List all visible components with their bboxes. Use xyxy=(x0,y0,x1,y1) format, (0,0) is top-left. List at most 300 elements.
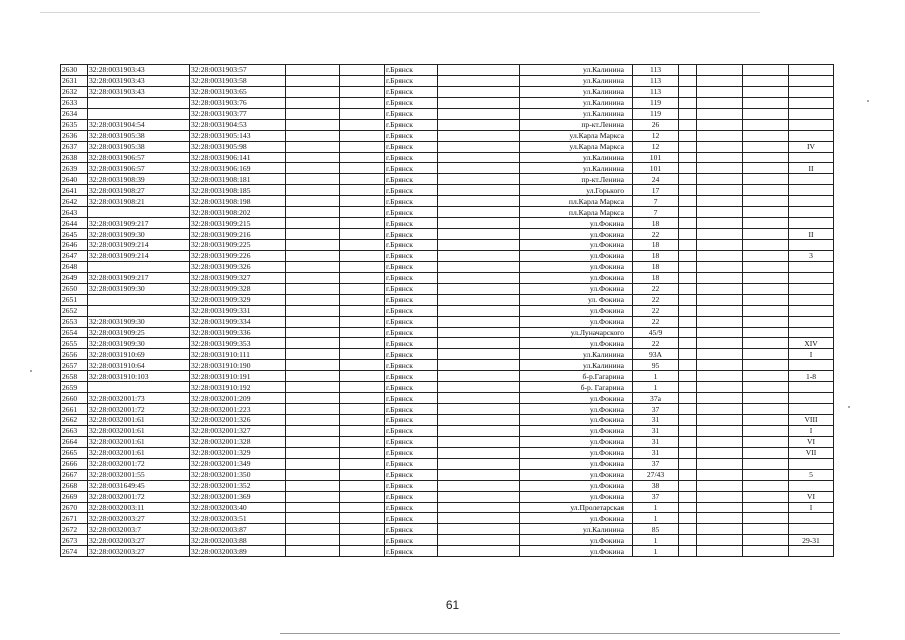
object-cadastral-number-cell: 32:28:0031910:192 xyxy=(190,382,286,393)
empty-cell xyxy=(286,502,340,513)
row-number-cell: 2660 xyxy=(61,393,88,404)
row-number-cell: 2674 xyxy=(61,546,88,557)
premises-number-cell: VI xyxy=(789,491,834,502)
table-row xyxy=(61,535,834,546)
street-cell: ул. Фокина xyxy=(520,294,633,305)
empty-cell xyxy=(697,458,743,469)
empty-cell xyxy=(438,119,520,130)
empty-cell xyxy=(340,480,385,491)
object-cadastral-number-cell: 32:28:0031909:328 xyxy=(190,283,286,294)
object-cadastral-number-cell: 32:28:0031906:169 xyxy=(190,163,286,174)
city-cell: г.Брянск xyxy=(385,316,438,327)
row-number-cell: 2636 xyxy=(61,130,88,141)
empty-cell xyxy=(286,425,340,436)
street-cell: ул.Фокина xyxy=(520,546,633,557)
house-number-cell: 1 xyxy=(633,546,679,557)
empty-cell xyxy=(697,119,743,130)
street-cell: ул.Калинина xyxy=(520,360,633,371)
empty-cell xyxy=(697,250,743,261)
empty-cell xyxy=(340,524,385,535)
empty-cell xyxy=(679,163,697,174)
parcel-cadastral-number-cell: 32:28:0032001:55 xyxy=(88,469,190,480)
empty-cell xyxy=(340,261,385,272)
house-number-cell: 31 xyxy=(633,415,679,426)
city-cell: г.Брянск xyxy=(385,294,438,305)
empty-cell xyxy=(286,524,340,535)
premises-number-cell xyxy=(789,305,834,316)
city-cell: г.Брянск xyxy=(385,502,438,513)
row-number-cell: 2631 xyxy=(61,75,88,86)
empty-cell xyxy=(340,272,385,283)
premises-number-cell xyxy=(789,316,834,327)
empty-cell xyxy=(743,75,789,86)
empty-cell xyxy=(438,513,520,524)
empty-cell xyxy=(743,185,789,196)
empty-cell xyxy=(679,97,697,108)
empty-cell xyxy=(286,152,340,163)
object-cadastral-number-cell: 32:28:0031909:226 xyxy=(190,250,286,261)
empty-cell xyxy=(286,535,340,546)
parcel-cadastral-number-cell: 32:28:0032001:72 xyxy=(88,491,190,502)
object-cadastral-number-cell: 32:28:0031910:190 xyxy=(190,360,286,371)
empty-cell xyxy=(697,240,743,251)
street-cell: ул.Фокина xyxy=(520,425,633,436)
row-number-cell: 2666 xyxy=(61,458,88,469)
empty-cell xyxy=(679,141,697,152)
premises-number-cell: II xyxy=(789,163,834,174)
city-cell: г.Брянск xyxy=(385,86,438,97)
premises-number-cell xyxy=(789,294,834,305)
empty-cell xyxy=(697,415,743,426)
premises-number-cell: IV xyxy=(789,141,834,152)
empty-cell xyxy=(340,338,385,349)
parcel-cadastral-number-cell: 32:28:0031909:30 xyxy=(88,283,190,294)
empty-cell xyxy=(743,283,789,294)
city-cell: г.Брянск xyxy=(385,524,438,535)
empty-cell xyxy=(697,86,743,97)
empty-cell xyxy=(679,425,697,436)
empty-cell xyxy=(679,338,697,349)
empty-cell xyxy=(286,513,340,524)
street-cell: пл.Карла Маркса xyxy=(520,207,633,218)
house-number-cell: 31 xyxy=(633,447,679,458)
city-cell: г.Брянск xyxy=(385,425,438,436)
premises-number-cell xyxy=(789,119,834,130)
object-cadastral-number-cell: 32:28:0031904:53 xyxy=(190,119,286,130)
empty-cell xyxy=(743,86,789,97)
city-cell: г.Брянск xyxy=(385,283,438,294)
house-number-cell: 85 xyxy=(633,524,679,535)
empty-cell xyxy=(679,250,697,261)
street-cell: ул.Фокина xyxy=(520,305,633,316)
street-cell: ул.Фокина xyxy=(520,535,633,546)
house-number-cell: 12 xyxy=(633,130,679,141)
street-cell: ул.Фокина xyxy=(520,458,633,469)
premises-number-cell xyxy=(789,152,834,163)
table-row xyxy=(61,283,834,294)
city-cell: г.Брянск xyxy=(385,218,438,229)
table-row xyxy=(61,86,834,97)
empty-cell xyxy=(743,404,789,415)
row-number-cell: 2639 xyxy=(61,163,88,174)
empty-cell xyxy=(438,491,520,502)
street-cell: ул.Калинина xyxy=(520,86,633,97)
empty-cell xyxy=(286,196,340,207)
premises-number-cell xyxy=(789,327,834,338)
table-row xyxy=(61,196,834,207)
parcel-cadastral-number-cell: 32:28:0031905:38 xyxy=(88,141,190,152)
empty-cell xyxy=(340,305,385,316)
parcel-cadastral-number-cell: 32:28:0031904:54 xyxy=(88,119,190,130)
city-cell: г.Брянск xyxy=(385,207,438,218)
empty-cell xyxy=(340,294,385,305)
table-row xyxy=(61,207,834,218)
empty-cell xyxy=(697,338,743,349)
empty-cell xyxy=(438,261,520,272)
parcel-cadastral-number-cell: 32:28:0032001:61 xyxy=(88,436,190,447)
row-number-cell: 2649 xyxy=(61,272,88,283)
empty-cell xyxy=(340,371,385,382)
house-number-cell: 22 xyxy=(633,338,679,349)
row-number-cell: 2652 xyxy=(61,305,88,316)
empty-cell xyxy=(679,404,697,415)
parcel-cadastral-number-cell xyxy=(88,261,190,272)
empty-cell xyxy=(438,480,520,491)
empty-cell xyxy=(438,272,520,283)
empty-cell xyxy=(697,207,743,218)
object-cadastral-number-cell: 32:28:0031905:143 xyxy=(190,130,286,141)
empty-cell xyxy=(438,86,520,97)
scan-speck xyxy=(867,100,869,102)
empty-cell xyxy=(286,404,340,415)
empty-cell xyxy=(679,119,697,130)
empty-cell xyxy=(679,305,697,316)
empty-cell xyxy=(340,535,385,546)
empty-cell xyxy=(697,229,743,240)
street-cell: ул.Пролетарская xyxy=(520,502,633,513)
empty-cell xyxy=(743,250,789,261)
empty-cell xyxy=(743,119,789,130)
empty-cell xyxy=(679,447,697,458)
empty-cell xyxy=(340,283,385,294)
house-number-cell: 22 xyxy=(633,283,679,294)
empty-cell xyxy=(743,327,789,338)
parcel-cadastral-number-cell: 32:28:0031909:214 xyxy=(88,250,190,261)
empty-cell xyxy=(743,272,789,283)
empty-cell xyxy=(340,250,385,261)
street-cell: ул.Калинина xyxy=(520,75,633,86)
empty-cell xyxy=(340,65,385,76)
street-cell: ул.Фокина xyxy=(520,261,633,272)
object-cadastral-number-cell: 32:28:0032001:223 xyxy=(190,404,286,415)
empty-cell xyxy=(438,163,520,174)
empty-cell xyxy=(340,130,385,141)
empty-cell xyxy=(438,108,520,119)
empty-cell xyxy=(438,283,520,294)
empty-cell xyxy=(340,502,385,513)
row-number-cell: 2668 xyxy=(61,480,88,491)
city-cell: г.Брянск xyxy=(385,163,438,174)
empty-cell xyxy=(340,382,385,393)
empty-cell xyxy=(286,75,340,86)
table-row xyxy=(61,447,834,458)
house-number-cell: 37 xyxy=(633,404,679,415)
street-cell: ул.Фокина xyxy=(520,283,633,294)
empty-cell xyxy=(679,415,697,426)
premises-number-cell: II xyxy=(789,229,834,240)
parcel-cadastral-number-cell xyxy=(88,294,190,305)
empty-cell xyxy=(743,502,789,513)
empty-cell xyxy=(340,207,385,218)
row-number-cell: 2635 xyxy=(61,119,88,130)
house-number-cell: 18 xyxy=(633,240,679,251)
empty-cell xyxy=(679,218,697,229)
street-cell: ул.Калинина xyxy=(520,163,633,174)
parcel-cadastral-number-cell: 32:28:0031908:21 xyxy=(88,196,190,207)
city-cell: г.Брянск xyxy=(385,371,438,382)
scan-line-top xyxy=(40,12,760,13)
empty-cell xyxy=(438,196,520,207)
empty-cell xyxy=(340,327,385,338)
empty-cell xyxy=(743,261,789,272)
street-cell: ул.Горького xyxy=(520,185,633,196)
premises-number-cell xyxy=(789,480,834,491)
object-cadastral-number-cell: 32:28:0031909:329 xyxy=(190,294,286,305)
empty-cell xyxy=(340,316,385,327)
empty-cell xyxy=(743,108,789,119)
object-cadastral-number-cell: 32:28:0031909:216 xyxy=(190,229,286,240)
street-cell: ул.Фокина xyxy=(520,469,633,480)
city-cell: г.Брянск xyxy=(385,546,438,557)
empty-cell xyxy=(743,469,789,480)
cadastral-register-table xyxy=(60,64,834,557)
empty-cell xyxy=(286,458,340,469)
street-cell: ул.Калинина xyxy=(520,108,633,119)
house-number-cell: 1 xyxy=(633,513,679,524)
city-cell: г.Брянск xyxy=(385,458,438,469)
street-cell: ул.Калинина xyxy=(520,349,633,360)
table-row xyxy=(61,338,834,349)
street-cell: ул.Калинина xyxy=(520,97,633,108)
empty-cell xyxy=(679,65,697,76)
empty-cell xyxy=(438,65,520,76)
house-number-cell: 1 xyxy=(633,371,679,382)
house-number-cell: 37а xyxy=(633,393,679,404)
empty-cell xyxy=(743,425,789,436)
row-number-cell: 2657 xyxy=(61,360,88,371)
table-row xyxy=(61,491,834,502)
object-cadastral-number-cell: 32:28:0032001:352 xyxy=(190,480,286,491)
premises-number-cell: 5 xyxy=(789,469,834,480)
empty-cell xyxy=(743,535,789,546)
empty-cell xyxy=(286,546,340,557)
object-cadastral-number-cell: 32:28:0031903:58 xyxy=(190,75,286,86)
house-number-cell: 37 xyxy=(633,458,679,469)
premises-number-cell xyxy=(789,404,834,415)
city-cell: г.Брянск xyxy=(385,185,438,196)
empty-cell xyxy=(340,163,385,174)
house-number-cell: 119 xyxy=(633,108,679,119)
house-number-cell: 45/9 xyxy=(633,327,679,338)
empty-cell xyxy=(679,480,697,491)
parcel-cadastral-number-cell xyxy=(88,305,190,316)
object-cadastral-number-cell: 32:28:0031910:191 xyxy=(190,371,286,382)
house-number-cell: 18 xyxy=(633,218,679,229)
parcel-cadastral-number-cell: 32:28:0032003:27 xyxy=(88,535,190,546)
city-cell: г.Брянск xyxy=(385,119,438,130)
empty-cell xyxy=(697,305,743,316)
empty-cell xyxy=(743,415,789,426)
house-number-cell: 27/43 xyxy=(633,469,679,480)
empty-cell xyxy=(438,404,520,415)
empty-cell xyxy=(340,360,385,371)
city-cell: г.Брянск xyxy=(385,229,438,240)
empty-cell xyxy=(743,218,789,229)
premises-number-cell xyxy=(789,393,834,404)
object-cadastral-number-cell: 32:28:0031909:215 xyxy=(190,218,286,229)
empty-cell xyxy=(438,535,520,546)
city-cell: г.Брянск xyxy=(385,250,438,261)
street-cell: ул.Фокина xyxy=(520,480,633,491)
house-number-cell: 101 xyxy=(633,152,679,163)
empty-cell xyxy=(286,240,340,251)
table-row xyxy=(61,404,834,415)
empty-cell xyxy=(679,229,697,240)
parcel-cadastral-number-cell: 32:28:0032003:7 xyxy=(88,524,190,535)
empty-cell xyxy=(286,119,340,130)
empty-cell xyxy=(286,469,340,480)
empty-cell xyxy=(679,436,697,447)
city-cell: г.Брянск xyxy=(385,141,438,152)
premises-number-cell xyxy=(789,458,834,469)
premises-number-cell: XIV xyxy=(789,338,834,349)
empty-cell xyxy=(340,415,385,426)
empty-cell xyxy=(438,294,520,305)
street-cell: ул.Фокина xyxy=(520,415,633,426)
parcel-cadastral-number-cell: 32:28:0031909:217 xyxy=(88,218,190,229)
scan-speck xyxy=(848,406,850,408)
house-number-cell: 1 xyxy=(633,502,679,513)
city-cell: г.Брянск xyxy=(385,415,438,426)
parcel-cadastral-number-cell xyxy=(88,108,190,119)
premises-number-cell xyxy=(789,130,834,141)
empty-cell xyxy=(340,349,385,360)
parcel-cadastral-number-cell: 32:28:0031909:217 xyxy=(88,272,190,283)
city-cell: г.Брянск xyxy=(385,305,438,316)
object-cadastral-number-cell: 32:28:0031903:76 xyxy=(190,97,286,108)
empty-cell xyxy=(697,469,743,480)
empty-cell xyxy=(743,65,789,76)
empty-cell xyxy=(679,360,697,371)
empty-cell xyxy=(438,174,520,185)
row-number-cell: 2647 xyxy=(61,250,88,261)
empty-cell xyxy=(743,524,789,535)
premises-number-cell xyxy=(789,207,834,218)
empty-cell xyxy=(286,382,340,393)
empty-cell xyxy=(697,174,743,185)
table-row xyxy=(61,272,834,283)
empty-cell xyxy=(286,371,340,382)
empty-cell xyxy=(340,447,385,458)
empty-cell xyxy=(697,218,743,229)
row-number-cell: 2641 xyxy=(61,185,88,196)
empty-cell xyxy=(679,316,697,327)
house-number-cell: 93А xyxy=(633,349,679,360)
city-cell: г.Брянск xyxy=(385,65,438,76)
parcel-cadastral-number-cell: 32:28:0031909:30 xyxy=(88,229,190,240)
house-number-cell: 113 xyxy=(633,86,679,97)
empty-cell xyxy=(438,360,520,371)
empty-cell xyxy=(743,163,789,174)
table-row xyxy=(61,250,834,261)
empty-cell xyxy=(286,261,340,272)
empty-cell xyxy=(679,327,697,338)
empty-cell xyxy=(438,458,520,469)
row-number-cell: 2630 xyxy=(61,65,88,76)
empty-cell xyxy=(286,327,340,338)
object-cadastral-number-cell: 32:28:0032001:209 xyxy=(190,393,286,404)
house-number-cell: 31 xyxy=(633,425,679,436)
object-cadastral-number-cell: 32:28:0032001:328 xyxy=(190,436,286,447)
house-number-cell: 7 xyxy=(633,196,679,207)
empty-cell xyxy=(340,108,385,119)
row-number-cell: 2663 xyxy=(61,425,88,436)
empty-cell xyxy=(438,305,520,316)
row-number-cell: 2672 xyxy=(61,524,88,535)
object-cadastral-number-cell: 32:28:0032001:349 xyxy=(190,458,286,469)
empty-cell xyxy=(743,371,789,382)
table-row xyxy=(61,436,834,447)
empty-cell xyxy=(438,469,520,480)
house-number-cell: 101 xyxy=(633,163,679,174)
empty-cell xyxy=(743,207,789,218)
empty-cell xyxy=(438,250,520,261)
empty-cell xyxy=(340,491,385,502)
empty-cell xyxy=(679,75,697,86)
object-cadastral-number-cell: 32:28:0031909:334 xyxy=(190,316,286,327)
empty-cell xyxy=(286,316,340,327)
empty-cell xyxy=(697,75,743,86)
street-cell: б-р. Гагарина xyxy=(520,382,633,393)
object-cadastral-number-cell: 32:28:0032001:369 xyxy=(190,491,286,502)
parcel-cadastral-number-cell: 32:28:0032003:27 xyxy=(88,546,190,557)
empty-cell xyxy=(286,185,340,196)
table-row xyxy=(61,360,834,371)
empty-cell xyxy=(340,425,385,436)
street-cell: ул.Луначарского xyxy=(520,327,633,338)
house-number-cell: 22 xyxy=(633,305,679,316)
city-cell: г.Брянск xyxy=(385,196,438,207)
parcel-cadastral-number-cell: 32:28:0031910:103 xyxy=(88,371,190,382)
empty-cell xyxy=(679,174,697,185)
object-cadastral-number-cell: 32:28:0031906:141 xyxy=(190,152,286,163)
table-row xyxy=(61,546,834,557)
empty-cell xyxy=(743,360,789,371)
street-cell: ул.Фокина xyxy=(520,447,633,458)
city-cell: г.Брянск xyxy=(385,447,438,458)
premises-number-cell xyxy=(789,283,834,294)
table-row xyxy=(61,415,834,426)
empty-cell xyxy=(340,152,385,163)
empty-cell xyxy=(679,272,697,283)
premises-number-cell xyxy=(789,65,834,76)
empty-cell xyxy=(340,393,385,404)
row-number-cell: 2658 xyxy=(61,371,88,382)
premises-number-cell: 1-8 xyxy=(789,371,834,382)
empty-cell xyxy=(340,229,385,240)
parcel-cadastral-number-cell xyxy=(88,207,190,218)
empty-cell xyxy=(697,513,743,524)
